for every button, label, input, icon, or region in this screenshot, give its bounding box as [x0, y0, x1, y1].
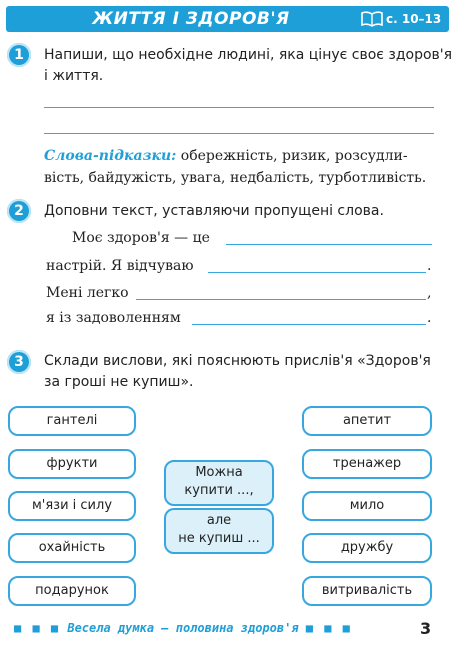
pages-label: с. 10–13 — [386, 12, 442, 26]
book-icon — [361, 11, 383, 27]
comma-mark: , — [427, 285, 432, 301]
word-card-left[interactable]: гантелі — [8, 406, 136, 436]
hints-words-2: вість, байдужість, увага, недбалість, турботливість. — [44, 170, 427, 186]
fill-line-2-text: настрій. Я відчуваю — [46, 258, 194, 274]
fill-blank-3[interactable] — [136, 299, 426, 300]
period-mark: . — [427, 310, 432, 326]
fill-line-1-text: Моє здоров'я — це — [72, 230, 210, 246]
word-card-right[interactable]: тренажер — [302, 449, 432, 479]
hints-label: Слова-підказки: — [44, 148, 177, 164]
hints-words-1: обережність, ризик, розсудли- — [176, 148, 408, 164]
task1-text-line1: Напиши, що необхідне людині, яка цінує своє здоров'я — [44, 47, 453, 63]
phrase-can-buy — [164, 460, 274, 506]
answer-line[interactable] — [44, 107, 434, 108]
fill-line-3-text: Мені легко — [46, 285, 129, 301]
phrase-cannot-buy — [164, 508, 274, 554]
phrase-can-buy-line2: купити ..., — [184, 483, 254, 498]
fill-line-4-text: я із задоволенням — [46, 310, 181, 326]
word-card-right[interactable]: мило — [302, 491, 432, 521]
hints-block — [44, 145, 434, 189]
fill-blank-4[interactable] — [192, 324, 426, 325]
phrase-can-buy-line1: Можна — [195, 465, 243, 480]
word-card-right[interactable]: дружбу — [302, 533, 432, 563]
page-title: ЖИТТЯ І ЗДОРОВ'Я — [92, 9, 290, 29]
word-card-left[interactable]: фрукти — [8, 449, 136, 479]
period-mark: . — [427, 258, 432, 274]
task3-text-line1: Склади вислови, які пояснюють прислів'я «Здоров'я — [44, 353, 431, 369]
footer-squares-left: ■ ■ ■ — [14, 621, 61, 635]
fill-blank-2[interactable] — [208, 272, 426, 273]
footer-text: Весела думка — половина здоров'я — [67, 621, 299, 635]
word-card-right[interactable]: апетит — [302, 406, 432, 436]
word-card-left[interactable]: подарунок — [8, 576, 136, 606]
answer-line[interactable] — [44, 133, 434, 134]
phrase-cannot-buy-line2: не купиш ... — [178, 531, 260, 546]
task-number-3: 3 — [7, 350, 31, 374]
header-banner — [6, 6, 449, 32]
task3-text-line2: за гроші не купиш». — [44, 374, 194, 390]
word-card-left[interactable]: м'язи і силу — [8, 491, 136, 521]
page-reference — [361, 10, 441, 28]
footer-squares-right: ■ ■ ■ — [305, 621, 352, 635]
footer-motto — [14, 621, 352, 635]
word-card-left[interactable]: охайність — [8, 533, 136, 563]
task-number-2: 2 — [7, 199, 31, 223]
word-card-right[interactable]: витривалість — [302, 576, 432, 606]
task2-text: Доповни текст, уставляючи пропущені слова. — [44, 203, 384, 219]
fill-blank-1[interactable] — [226, 244, 432, 245]
page-number: 3 — [420, 619, 432, 638]
task1-text-line2: і життя. — [44, 68, 104, 84]
task-number-1: 1 — [7, 43, 31, 67]
phrase-cannot-buy-line1: але — [206, 513, 232, 528]
